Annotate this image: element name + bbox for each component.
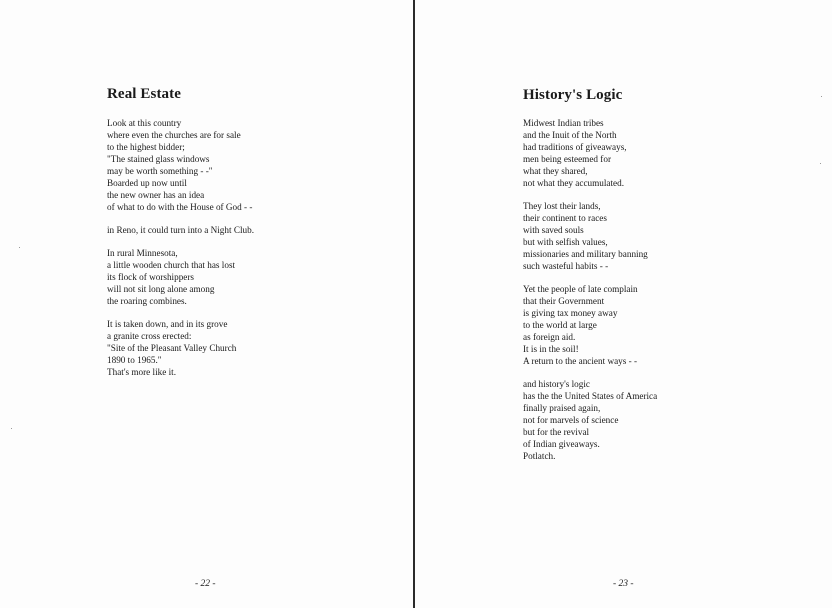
stanza — [523, 283, 657, 367]
stanza — [523, 200, 657, 272]
poem-line: That's more like it. — [107, 367, 177, 377]
stanza — [523, 117, 657, 189]
stanza — [107, 247, 254, 307]
stanza — [107, 318, 254, 378]
poem-line: Midwest Indian tribes — [523, 118, 604, 128]
stanza — [107, 224, 254, 236]
poem-line: "The stained glass windows — [107, 154, 210, 164]
poem-line: is giving tax money away — [523, 308, 618, 318]
poem-line: may be worth something - -" — [107, 166, 213, 176]
poem-line: as foreign aid. — [523, 332, 576, 342]
poem-line: of Indian giveaways. — [523, 439, 600, 449]
poem-line: It is taken down, and in its grove — [107, 319, 228, 329]
poem-line: to the highest bidder; — [107, 142, 185, 152]
poem-line: what they shared, — [523, 166, 588, 176]
page-gutter — [413, 0, 415, 608]
poem-line: Boarded up now until — [107, 178, 187, 188]
poem-title: Real Estate — [107, 86, 181, 102]
poem-line: It is in the soil! — [523, 344, 579, 354]
poem-line: Potlatch. — [523, 451, 556, 461]
poem-line: not what they accumulated. — [523, 178, 625, 188]
poem-line: not for marvels of science — [523, 415, 619, 425]
poem-line: the new owner has an idea — [107, 190, 205, 200]
poem-line: In rural Minnesota, — [107, 248, 178, 258]
poem-line: its flock of worshippers — [107, 272, 195, 282]
poem-line: but with selfish values, — [523, 237, 608, 247]
page-number: - 23 - — [613, 579, 634, 589]
poem-line: had traditions of giveaways, — [523, 142, 627, 152]
scan-speck — [820, 163, 821, 164]
poem-line: 1890 to 1965." — [107, 355, 162, 365]
poem-line: such wasteful habits - - — [523, 261, 609, 271]
scan-speck — [19, 247, 20, 248]
poem-line: Yet the people of late complain — [523, 284, 638, 294]
poem-line: with saved souls — [523, 225, 584, 235]
poem-line: They lost their lands, — [523, 201, 601, 211]
poem-line: missionaries and military banning — [523, 249, 648, 259]
poem-line: a little wooden church that has lost — [107, 260, 236, 270]
poem-line: and history's logic — [523, 379, 590, 389]
right-page — [416, 0, 832, 608]
scan-speck — [11, 428, 12, 429]
poem-line: but for the revival — [523, 427, 590, 437]
poem-line: in Reno, it could turn into a Night Club. — [107, 225, 254, 235]
poem-line: finally praised again, — [523, 403, 601, 413]
poem-line: that their Government — [523, 296, 605, 306]
page-number: - 22 - — [195, 579, 216, 589]
poem-line: A return to the ancient ways - - — [523, 356, 638, 366]
poem-line: a granite cross erected: — [107, 331, 192, 341]
poem-body — [107, 117, 254, 389]
poem-line: Look at this country — [107, 118, 182, 128]
poem-line: and the Inuit of the North — [523, 130, 617, 140]
stanza — [107, 117, 254, 213]
poem-line: has the the United States of America — [523, 391, 658, 401]
poem-line: their continent to races — [523, 213, 607, 223]
left-page — [0, 0, 414, 608]
poem-line: to the world at large — [523, 320, 597, 330]
poem-line: the roaring combines. — [107, 296, 187, 306]
scan-speck — [821, 96, 822, 97]
poem-body — [523, 117, 657, 473]
poem-title: History's Logic — [523, 87, 623, 103]
stanza — [523, 378, 657, 462]
poem-line: of what to do with the House of God - - — [107, 202, 253, 212]
poem-line: will not sit long alone among — [107, 284, 215, 294]
poem-line: "Site of the Pleasant Valley Church — [107, 343, 237, 353]
poem-line: where even the churches are for sale — [107, 130, 241, 140]
poem-line: men being esteemed for — [523, 154, 612, 164]
